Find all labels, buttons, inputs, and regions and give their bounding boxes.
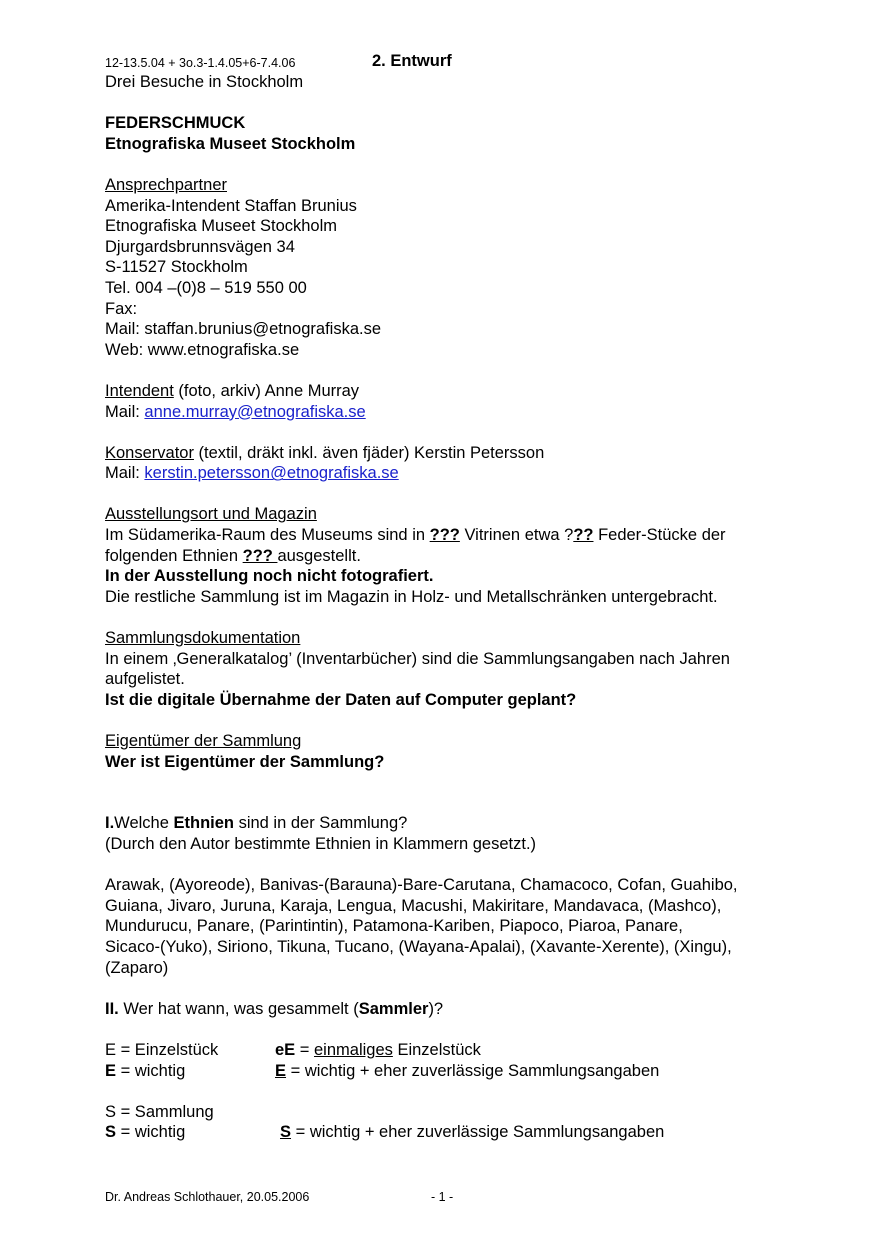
doku-text-1: In einem ‚Generalkatalog’ (Inventarbücher) sind die Sammlungsangaben nach Jahren: [105, 649, 730, 668]
document-subtitle: Drei Besuche in Stockholm: [105, 73, 304, 91]
header-line: [105, 52, 825, 72]
section-1-heading: I.Welche Ethnien sind in der Sammlung?: [105, 814, 408, 833]
intendent-email-link[interactable]: anne.murray@etnografiska.se: [144, 402, 366, 421]
ethnien-line: Mundurucu, Panare, (Parintintin), Patamona-Kariben, Piapoco, Piaroa, Panare,: [105, 917, 683, 936]
konservator-line: Konservator (textil, dräkt inkl. även fjäder) Kerstin Petersson: [105, 443, 545, 462]
header-dates: 12-13.5.04 + 3o.3-1.4.05+6-7.4.06: [105, 56, 296, 70]
legend-row-s1: S = Sammlung: [105, 1102, 214, 1121]
ethnien-line: Guiana, Jivaro, Juruna, Karaja, Lengua, Macushi, Makiritare, Mandavaca, (Mashco),: [105, 896, 722, 915]
intendent-mail-line: Mail: anne.murray@etnografiska.se: [105, 402, 366, 421]
doku-text-2: aufgelistet.: [105, 670, 185, 689]
ausstellung-text-1: Im Südamerika-Raum des Museums sind in ??? Vitrinen etwa ??? Feder-Stücke der: [105, 526, 726, 545]
contact-line: S-11527 Stockholm: [105, 258, 248, 277]
ethnien-line: (Zaparo): [105, 958, 169, 977]
contact-phone: Tel. 004 –(0)8 – 519 550 00: [105, 278, 307, 297]
contact-heading: Ansprechpartner: [105, 175, 227, 194]
ausstellung-rest: Die restliche Sammlung ist im Magazin in Holz- und Metallschränken untergebracht.: [105, 587, 718, 606]
ethnien-line: Sicaco-(Yuko), Siriono, Tikuna, Tucano, (Wayana-Apalai), (Xavante-Xerente), (Xingu),: [105, 937, 732, 956]
contact-fax: Fax:: [105, 299, 138, 318]
draft-label: 2. Entwurf: [372, 52, 452, 70]
section-2-heading: II. Wer hat wann, was gesammelt (Sammler)?: [105, 999, 444, 1018]
eigentuemer-question: Wer ist Eigentümer der Sammlung?: [105, 752, 385, 771]
museum-title: Etnografiska Museet Stockholm: [105, 134, 356, 153]
intendent-label: Intendent: [105, 381, 174, 400]
contact-mail: Mail: staffan.brunius@etnografiska.se: [105, 320, 382, 339]
ausstellung-heading: Ausstellungsort und Magazin: [105, 505, 317, 524]
footer-author: Dr. Andreas Schlothauer, 20.05.2006: [105, 1190, 310, 1204]
konservator-email-link[interactable]: kerstin.petersson@etnografiska.se: [144, 464, 399, 483]
ausstellung-note: In der Ausstellung noch nicht fotografiert.: [105, 567, 434, 586]
ethnien-line: Arawak, (Ayoreode), Banivas-(Barauna)-Bare-Carutana, Chamacoco, Cofan, Guahibo,: [105, 876, 738, 895]
document-title: FEDERSCHMUCK: [105, 114, 246, 133]
section-1-note: (Durch den Autor bestimmte Ethnien in Klammern gesetzt.): [105, 834, 537, 853]
ausstellung-text-2: folgenden Ethnien ??? ausgestellt.: [105, 546, 361, 565]
konservator-label: Konservator: [105, 443, 194, 462]
page-footer: [105, 1190, 805, 1206]
contact-web: Web: www.etnografiska.se: [105, 340, 300, 359]
doku-heading: Sammlungsdokumentation: [105, 629, 301, 648]
page-number: - 1 -: [431, 1190, 454, 1204]
legend-row-s2: S = wichtig S = wichtig + eher zuverlässige Sammlungsangaben: [105, 1123, 665, 1142]
contact-line: Djurgardsbrunnsvägen 34: [105, 237, 295, 256]
legend-row-e1: E = Einzelstück eE = einmaliges Einzelstück: [105, 1040, 481, 1059]
legend-row-e2: E = wichtig E = wichtig + eher zuverlässige Sammlungsangaben: [105, 1061, 660, 1080]
eigentuemer-heading: Eigentümer der Sammlung: [105, 732, 302, 750]
doku-question: Ist die digitale Übernahme der Daten auf Computer geplant?: [105, 690, 577, 709]
konservator-mail-line: Mail: kerstin.petersson@etnografiska.se: [105, 464, 399, 483]
document-page: [105, 52, 825, 1143]
intendent-line: Intendent (foto, arkiv) Anne Murray: [105, 381, 360, 400]
contact-line: Amerika-Intendent Staffan Brunius: [105, 196, 357, 215]
contact-line: Etnografiska Museet Stockholm: [105, 217, 338, 236]
